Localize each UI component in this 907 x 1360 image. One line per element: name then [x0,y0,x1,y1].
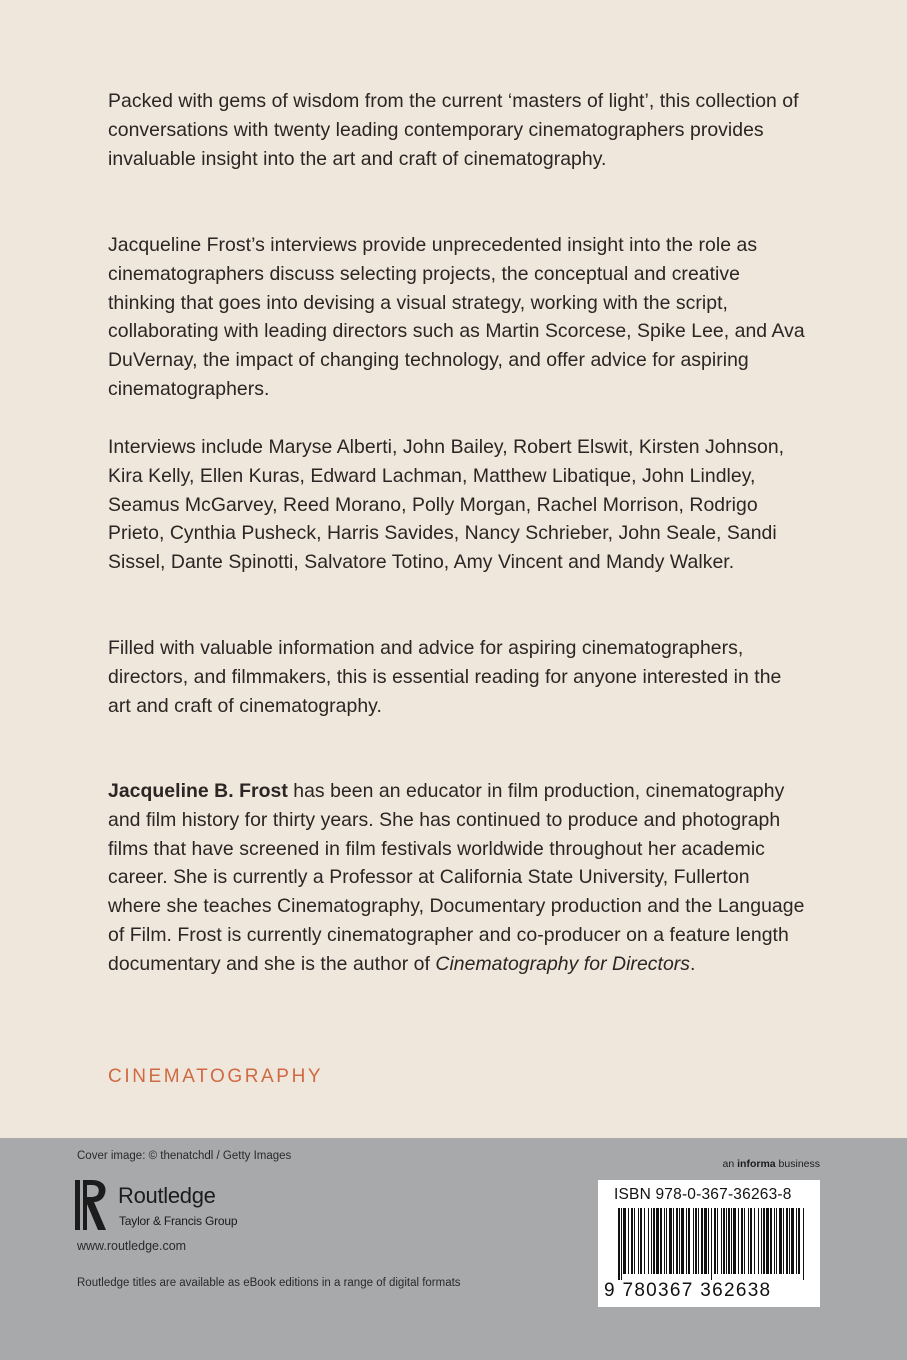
author-book-title: Cinematography for Directors [435,952,691,975]
blurb-paragraph-4: Filled with valuable information and advice for aspiring cinematographers, directors, and filmmakers, this is essential reading for anyone interested in the art and craft of cinematography. [108,637,782,717]
routledge-logo [74,1178,264,1234]
category-label: CINEMATOGRAPHY [108,1066,324,1087]
informa-brand: informa [737,1158,776,1170]
publisher-name: Routledge [118,1183,216,1208]
blurb-paragraph-3: Interviews include Maryse Alberti, John Bailey, Robert Elswit, Kirsten Johnson, Kira Kelly, Ellen Kuras, Edward Lachman, Matthew Libatique, John Lindley, Seamus McGarvey, Reed Morano, Polly Morgan, Rachel Morrison, Rodrigo Prieto, Cynthia Pusheck, Harris Savides, Nancy Schrieber, John Seale, Sandi Sissel, Dante Spinotti, Salvatore Totino, Amy Vincent and Mandy Walker. [108,436,785,574]
barcode-icon [604,1208,814,1280]
cover-credit: Cover image: © thenatchdl / Getty Images [77,1150,292,1162]
informa-suffix: business [775,1158,820,1170]
blurb-paragraph-2: Jacqueline Frost’s interviews provide unprecedented insight into the role as cinematographers discuss selecting projects, the conceptual and creative thinking that goes into devising a visual strategy, working with the script, collaborating with leading directors such as Martin Scorcese, Spike Lee, and Ava DuVernay, the impact of changing technology, and offer advice for aspiring cinematographers. [108,234,805,400]
informa-tagline [723,1158,820,1170]
isbn-barcode [598,1180,820,1307]
isbn-digits: 9 780367 362638 [604,1280,772,1301]
footer-band [0,1138,907,1360]
publisher-website: www.routledge.com [77,1239,187,1253]
author-bio-text: has been an educator in film production, cinematography and film history for thirty years. She has continued to produce and photograph films that have screened in film festivals worldwide throughout her academic career. She is currently a Professor at California State University, Fullerton where she teaches Cinematography, Documentary production and the Language of Film. Frost is currently cinematographer and co-producer on a feature length documentary and she is the author of [108,780,805,975]
author-bio-end: . [690,952,696,975]
blurb-paragraph-1: Packed with gems of wisdom from the current ‘masters of light’, this collection of conversations with twenty leading contemporary cinematographers provides invaluable insight into the art and craft of cinematography. [108,90,799,170]
publisher-group: Taylor & Francis Group [119,1214,238,1228]
author-bio [108,777,808,979]
routledge-logo-icon [74,1178,114,1232]
author-name: Jacqueline B. Frost [108,780,288,802]
isbn-label: ISBN 978-0-367-36263-8 [614,1186,792,1203]
ebook-note: Routledge titles are available as eBook editions in a range of digital formats [77,1277,461,1289]
informa-prefix: an [722,1158,738,1170]
